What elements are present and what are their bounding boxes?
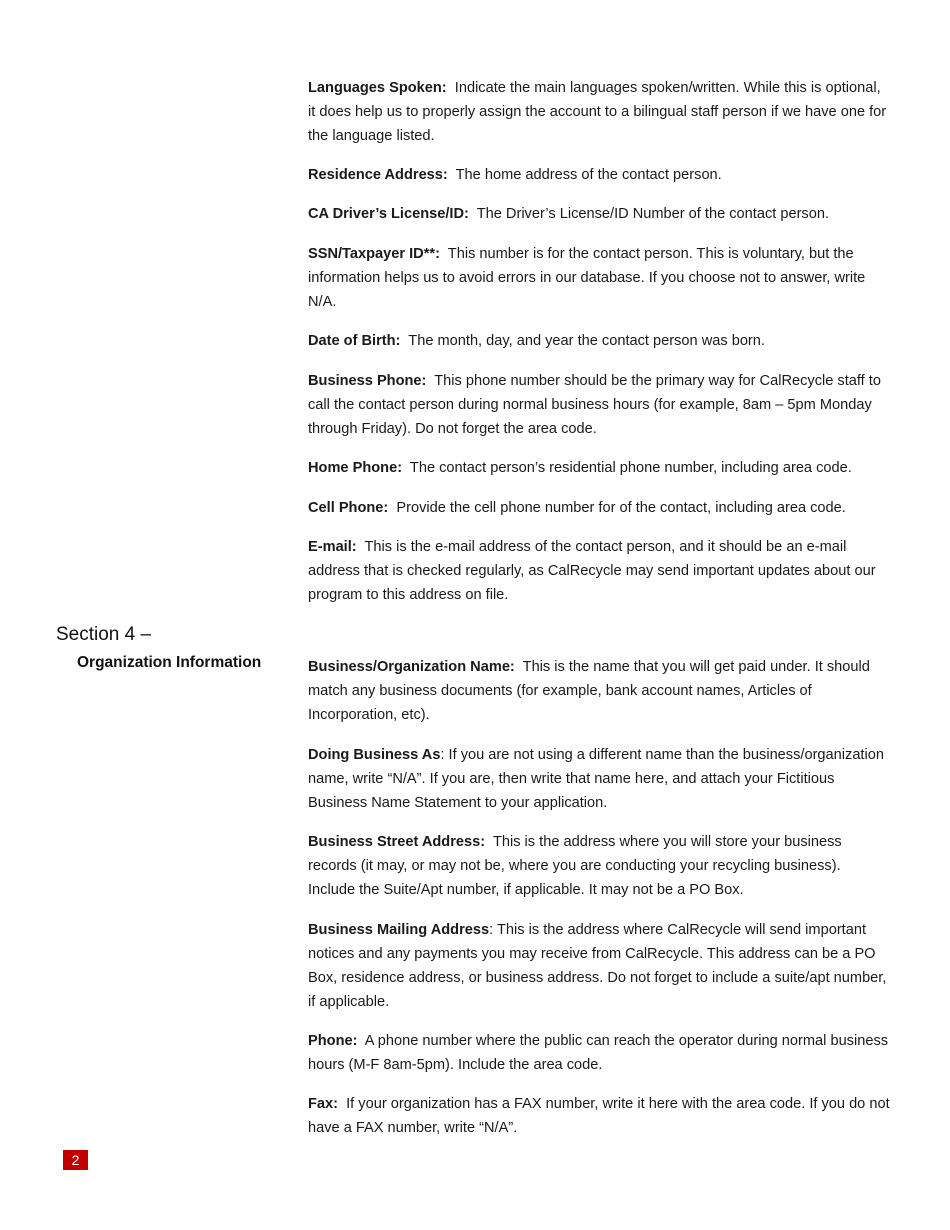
entry-text: Indicate the main languages spoken/written. While this is optional, it does help us to properly assign the account to a bilingual staff person if we have one for the language listed.: [308, 80, 887, 144]
entry-ssn-taxpayer-id: [308, 242, 890, 314]
entry-home-phone: [308, 456, 890, 480]
entry-cell-phone: [308, 496, 890, 520]
entry-term: Business Phone:: [308, 373, 427, 389]
entry-term: E-mail:: [308, 539, 357, 555]
entry-fax: [308, 1092, 890, 1140]
entry-term: Date of Birth:: [308, 333, 401, 349]
entry-term: Residence Address:: [308, 167, 448, 183]
entry-languages-spoken: [308, 76, 890, 148]
entry-phone: [308, 1029, 890, 1077]
entry-text: The contact person’s residential phone number, including area code.: [409, 460, 852, 476]
entry-term: Business/Organization Name:: [308, 659, 515, 675]
entry-business-mailing-address: [308, 918, 890, 1014]
entry-term: Business Street Address:: [308, 834, 486, 850]
section-subheading: Organization Information: [77, 654, 262, 671]
entry-term: Doing Business As: [308, 747, 441, 763]
entry-text: The Driver’s License/ID Number of the contact person.: [476, 206, 830, 222]
entry-doing-business-as: [308, 743, 890, 815]
entry-text: The month, day, and year the contact person was born.: [408, 333, 765, 349]
entry-business-phone: [308, 369, 890, 441]
entry-term: SSN/Taxpayer ID**:: [308, 246, 440, 262]
entry-term: CA Driver’s License/ID:: [308, 206, 469, 222]
entry-business-name: [308, 655, 890, 727]
entry-text: This is the e-mail address of the contact person, and it should be an e-mail address that is checked regularly, as CalRecycle may send important updates about our program to this address on file.: [308, 539, 876, 603]
entry-term: Languages Spoken:: [308, 80, 447, 96]
entry-text: : This is the address where CalRecycle will send important notices and any payments you may receive from CalRecycle. This address can be a PO Box, residence address, or business address. Do not forget to include a suite/apt number, if applicable.: [308, 922, 887, 1010]
entry-date-of-birth: [308, 329, 890, 353]
entry-text: A phone number where the public can reach the operator during normal business hours (M-F 8am-5pm). Include the area code.: [308, 1033, 889, 1073]
entry-text: : If you are not using a different name than the business/organization name, write “N/A”. If you are, then write that name here, and attach your Fictitious Business Name Statement to your application.: [308, 747, 884, 811]
entry-text: This is the address where you will store your business records (it may, or may not be, where you are conducting your recycling business). Include the Suite/Apt number, if applicable. It may not be a PO Box.: [308, 834, 842, 898]
entry-term: Business Mailing Address: [308, 922, 490, 938]
entry-text: This number is for the contact person. This is voluntary, but the information helps us to avoid errors in our database. If you choose not to answer, write N/A.: [308, 246, 866, 310]
entry-residence-address: [308, 163, 890, 187]
entry-text: If your organization has a FAX number, write it here with the area code. If you do not have a FAX number, write “N/A”.: [308, 1096, 890, 1136]
entry-text: Provide the cell phone number for of the contact, including area code.: [396, 500, 846, 516]
entry-text: The home address of the contact person.: [455, 167, 722, 183]
entry-drivers-license: [308, 202, 890, 226]
entry-text: This is the name that you will get paid under. It should match any business documents (for example, bank account names, Articles of Incorporation, etc).: [308, 659, 870, 723]
entry-email: [308, 535, 890, 607]
entry-text: This phone number should be the primary way for CalRecycle staff to call the contact person during normal business hours (for example, 8am – 5pm Monday through Friday). Do not forget the area code.: [308, 373, 881, 437]
entry-term: Cell Phone:: [308, 500, 389, 516]
page-number-badge: 2: [63, 1150, 88, 1170]
entry-term: Phone:: [308, 1033, 358, 1049]
section-heading: Section 4 –: [56, 624, 152, 645]
entry-business-street-address: [308, 830, 890, 902]
entry-term: Fax:: [308, 1096, 339, 1112]
entry-term: Home Phone:: [308, 460, 403, 476]
